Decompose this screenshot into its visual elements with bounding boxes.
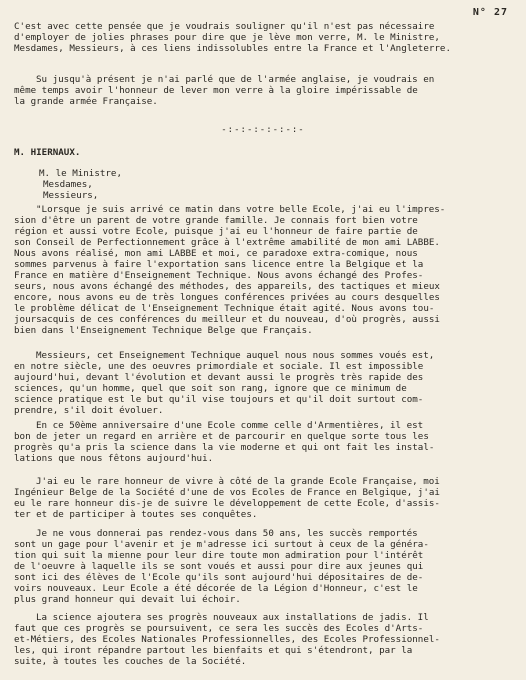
text-line: lations que nous fêtons aujourd'hui. xyxy=(14,453,214,464)
text-line: la grande armée Française. xyxy=(14,96,158,107)
text-line: le problème délicat de l'Enseignement Technique était agité. Nous avons tou- xyxy=(14,303,435,314)
text-line: et-Métiers, des Ecoles Nationales Professionnelles, des Ecoles Professionnel- xyxy=(14,634,440,645)
text-line: en notre siècle, une des oeuvres primordiale et sociale. Il est impossible xyxy=(14,361,424,372)
text-line: J'ai eu le rare honneur de vivre à côté de la grande Ecole Française, moi xyxy=(36,476,440,487)
text-line: Messieurs, xyxy=(43,190,99,201)
text-line: prendre, s'il doit évoluer. xyxy=(14,405,164,416)
text-line: M. le Ministre, xyxy=(39,168,122,179)
text-line: progrès qu'a pris la science dans la vie moderne et qui ont fait les instal- xyxy=(14,442,435,453)
text-line: bon de jeter un regard en arrière et de parcourir en quelque sorte tous les xyxy=(14,431,429,442)
text-line: ter et de participer à toutes ses conquêtes. xyxy=(14,509,258,520)
speaker-name: M. HIERNAUX. xyxy=(14,147,81,158)
text-line: sion d'être un parent de votre grande famille. Je connais fort bien votre xyxy=(14,215,418,226)
text-line: joursacquis de ces conférences du meilleur et du nouveau, d'où progrès, aussi xyxy=(14,314,440,325)
text-line: C'est avec cette pensée que je voudrais souligner qu'il n'est pas nécessaire xyxy=(14,21,435,32)
text-line: eu le rare honneur dis-je de suivre le développement de cette Ecole, d'assis- xyxy=(14,498,440,509)
text-line: Mesdames, xyxy=(43,179,93,190)
text-line: sont ici des élèves de l'Ecole qu'ils sont aujourd'hui dépositaires de de- xyxy=(14,572,424,583)
text-line: "Lorsque je suis arrivé ce matin dans votre belle Ecole, j'ai eu l'impres- xyxy=(36,204,446,215)
speech-paragraph xyxy=(14,350,524,416)
speech-paragraph xyxy=(14,204,524,336)
text-line: d'employer de jolies phrases pour dire que je lève mon verre, M. le Ministre, xyxy=(14,32,440,43)
text-line: seurs, nous avons échangé des méthodes, des appareils, des tactiques et mieux xyxy=(14,281,440,292)
text-line: science pratique est le but qu'il vise toujours et qu'il doit surtout com- xyxy=(14,394,424,405)
text-line: Je ne vous donnerai pas rendez-vous dans 50 ans, les succès remportés xyxy=(36,528,418,539)
text-line: région et aussi votre Ecole, puisque j'ai eu l'honneur de faire partie de xyxy=(14,226,418,237)
army-paragraph xyxy=(14,74,524,107)
text-line: sciences, qu'un homme, quel que soit son rang, ignore que ce minimum de xyxy=(14,383,407,394)
speech-paragraph xyxy=(14,612,524,667)
text-line: sommes parvenus à faire l'exportation sans licence entre la Belgique et la xyxy=(14,259,424,270)
speech-paragraph xyxy=(14,420,524,464)
text-line: Nous avons réalisé, mon ami LABBE et moi, ce paradoxe extra-comique, nous xyxy=(14,248,418,259)
section-separator: -:-:-:-:-:-:- xyxy=(221,125,305,135)
text-line: plus grand honneur qui devait lui échoir. xyxy=(14,594,241,605)
text-line: Mesdames, Messieurs, à ces liens indissolubles entre la France et l'Angleterre. xyxy=(14,43,451,54)
text-line: La science ajoutera ses progrès nouveaux aux installations de jadis. Il xyxy=(36,612,429,623)
speech-paragraph xyxy=(14,476,524,520)
intro-paragraph xyxy=(14,21,524,54)
text-line: faut que ces progrès se poursuivent, ce sera les succès des Ecoles d'Arts- xyxy=(14,623,424,634)
text-line: les, qui iront répandre partout les bienfaits et qui s'étendront, par la xyxy=(14,645,413,656)
text-line: voirs nouveaux. Leur Ecole a été décorée de la Légion d'Honneur, c'est le xyxy=(14,583,418,594)
text-line: son Conseil de Perfectionnement grâce à l'extrême amabilité de mon ami LABBE. xyxy=(14,237,440,248)
text-line: En ce 50ème anniversaire d'une Ecole comme celle d'Armentières, il est xyxy=(36,420,424,431)
text-line: bien dans l'Enseignement Technique Belge que Français. xyxy=(14,325,313,336)
text-line: aujourd'hui, devant l'évolution et devant aussi le progrès très rapide des xyxy=(14,372,424,383)
text-line: même temps avoir l'honneur de lever mon verre à la gloire impérissable de xyxy=(14,85,418,96)
text-line: Ingénieur Belge de la Société d'une de vos Ecoles de France en Belgique, j'ai xyxy=(14,487,440,498)
text-line: encore, nous avons eu de très longues conférences privées au cours desquelles xyxy=(14,292,440,303)
text-line: de l'oeuvre à laquelle ils se sont voués et aussi pour dire aux jeunes qui xyxy=(14,561,424,572)
text-line: sont un gage pour l'avenir et je m'adresse ici surtout à ceux de la généra- xyxy=(14,539,429,550)
text-line: France en matière d'Enseignement Technique. Nous avons échangé des Profes- xyxy=(14,270,424,281)
speech-paragraph xyxy=(14,528,524,605)
text-line: Su jusqu'à présent je n'ai parlé que de l'armée anglaise, je voudrais en xyxy=(36,74,435,85)
salutation-block xyxy=(39,168,122,201)
text-line: Messieurs, cet Enseignement Technique auquel nous nous sommes voués est, xyxy=(36,350,435,361)
page-number: N° 27 xyxy=(472,7,508,18)
text-line: suite, à toutes les couches de la Société. xyxy=(14,656,247,667)
text-line: tion qui suit la mienne pour leur dire toute mon admiration pour l'intérêt xyxy=(14,550,424,561)
